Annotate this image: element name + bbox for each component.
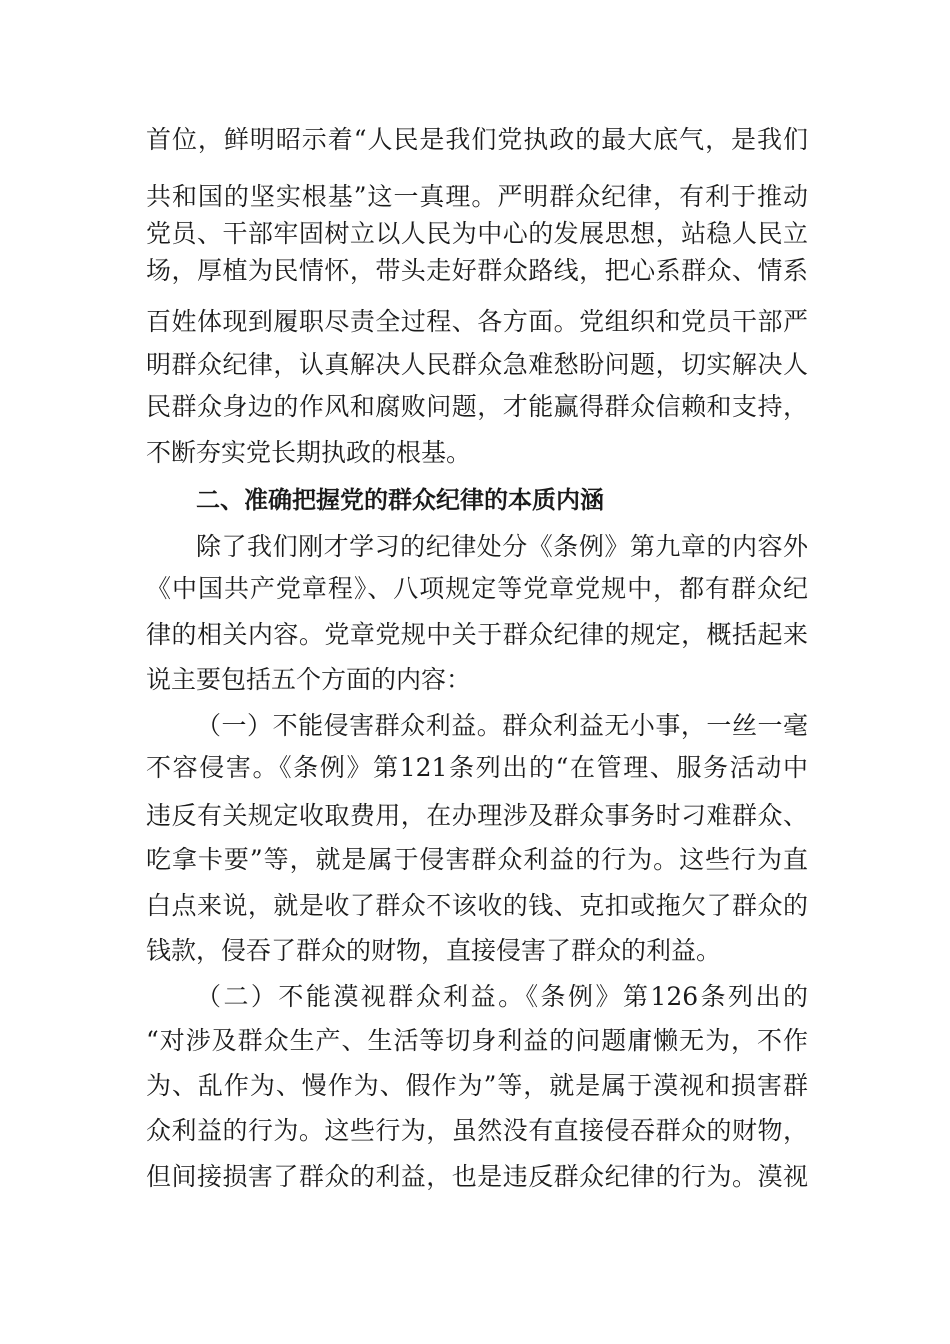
body-line: 白点来说，就是收了群众不该收的钱、克扣或拖欠了群众的: [146, 891, 808, 920]
subsection-line: （二）不能漠视群众利益。《条例》第126条列出的: [196, 982, 808, 1011]
body-line: 党员、干部牢固树立以人民为中心的发展思想，站稳人民立: [146, 219, 808, 248]
body-line: 明群众纪律，认真解决人民群众急难愁盼问题，切实解决人: [146, 350, 808, 379]
body-line: 《中国共产党章程》、八项规定等党章党规中，都有群众纪: [146, 574, 808, 603]
subsection-line: （一）不能侵害群众利益。群众利益无小事，一丝一毫: [196, 711, 808, 740]
body-line: “对涉及群众生产、生活等切身利益的问题庸懒无为，不作: [146, 1026, 808, 1055]
body-line: 但间接损害了群众的利益，也是违反群众纪律的行为。漠视: [146, 1162, 808, 1191]
body-line: 场，厚植为民情怀，带头走好群众路线，把心系群众、情系: [146, 256, 808, 285]
body-line: 共和国的坚实根基”这一真理。严明群众纪律，有利于推动: [146, 182, 808, 211]
body-line: 说主要包括五个方面的内容：: [146, 665, 472, 694]
body-line: 违反有关规定收取费用，在办理涉及群众事务时刁难群众、: [146, 801, 808, 830]
body-line: 首位，鲜明昭示着“人民是我们党执政的最大底气，是我们: [146, 125, 808, 154]
body-line: 除了我们刚才学习的纪律处分《条例》第九章的内容外: [196, 532, 808, 561]
body-line: 钱款，侵吞了群众的财物，直接侵害了群众的利益。: [146, 936, 722, 965]
body-line: 百姓体现到履职尽责全过程、各方面。党组织和党员干部严: [146, 307, 808, 336]
section-heading: 二、准确把握党的群众纪律的本质内涵: [196, 486, 604, 514]
body-line: 为、乱作为、慢作为、假作为”等，就是属于漠视和损害群: [146, 1071, 808, 1100]
body-line: 众利益的行为。这些行为，虽然没有直接侵吞群众的财物，: [146, 1116, 808, 1145]
body-line: 吃拿卡要”等，就是属于侵害群众利益的行为。这些行为直: [146, 845, 808, 874]
body-line: 不断夯实党长期执政的根基。: [146, 438, 472, 467]
body-line: 民群众身边的作风和腐败问题，才能赢得群众信赖和支持，: [146, 392, 808, 421]
body-line: 不容侵害。《条例》第121条列出的“在管理、服务活动中: [146, 753, 808, 782]
body-line: 律的相关内容。党章党规中关于群众纪律的规定，概括起来: [146, 620, 808, 649]
